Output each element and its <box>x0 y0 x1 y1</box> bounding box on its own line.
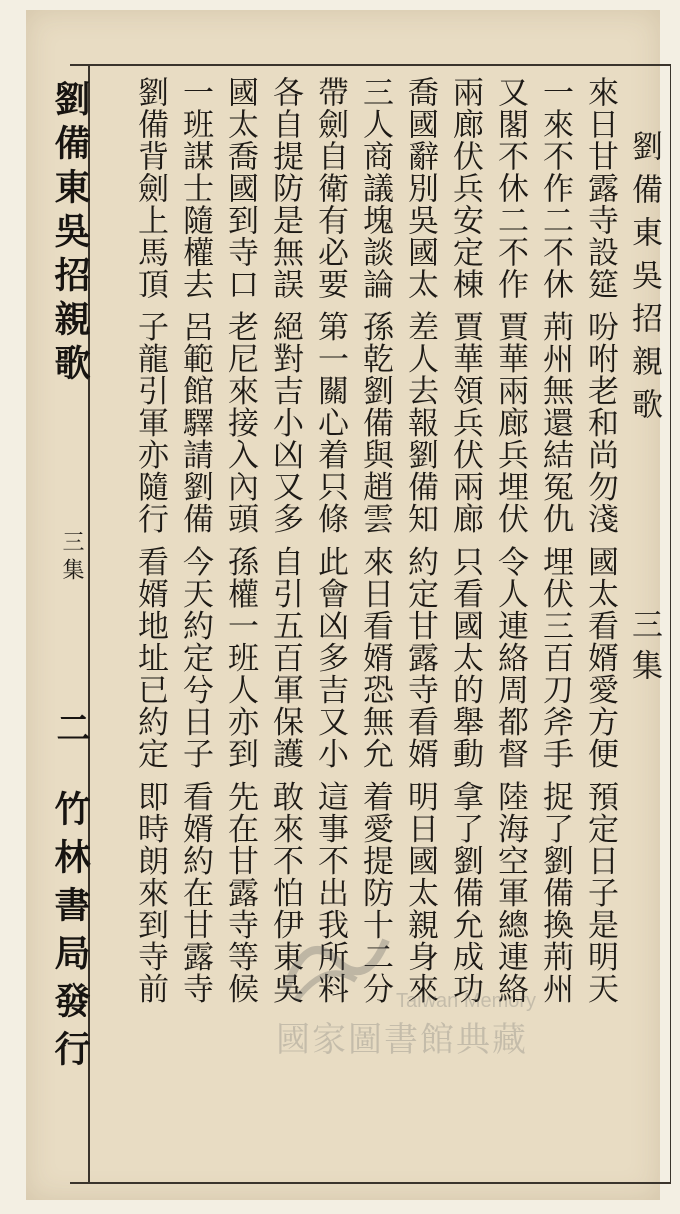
text-column-6: 三人商議塊談論 孫乾劉備與趙雲 來日看婿恐無允 着愛提防十二分 <box>357 76 393 1005</box>
text-column-7: 帶劍自衛有必要 第一關心着只條 此會凶多吉又小 這事不出我所料 <box>312 76 348 1005</box>
text-column-11: 劉備背劍上馬頂 子龍引軍亦隨行 看婿地址已約定 即時朗來到寺前 <box>132 76 168 1005</box>
margin-publisher: 竹林書局發行 <box>49 790 91 1078</box>
paper-sheet <box>26 10 660 1200</box>
taiwan-memory-logo-icon <box>276 920 396 1010</box>
margin-page-number: 二 <box>50 710 90 746</box>
frame-rule-bottom <box>70 1182 670 1184</box>
text-column-2: 一來不作二不休 荊州無還結冤仇 埋伏三百刀斧手 捉了劉備換荊州 <box>537 76 573 1005</box>
library-watermark <box>276 920 676 1060</box>
text-column-4: 兩廊伏兵安定棟 賈華領兵伏兩廊 只看國太的舉動 拿了劉備允成功 <box>447 76 483 1005</box>
frame-rule-top <box>70 64 670 66</box>
text-column-5: 喬國辭別吳國太 差人去報劉備知 約定甘露寺看婿 明日國太親身來 <box>402 76 438 1005</box>
margin-volume: 三集 <box>59 530 84 586</box>
volume-label: 三集 <box>626 608 662 690</box>
watermark-text: 國家圖書館典藏 <box>276 1020 528 1060</box>
text-column-3: 又閣不休二不作 賈華兩廊兵埋伏 令人連絡周都督 陸海空軍總連絡 <box>492 76 528 1005</box>
margin-title: 劉備東吳招親歌 <box>49 80 91 388</box>
song-title: 劉備東吳招親歌 <box>626 130 662 431</box>
text-column-8: 各自提防是無誤 絕對吉小凶又多 自引五百軍保護 敢來不怕伊東吳 <box>267 76 303 1005</box>
text-column-9: 國太喬國到寺口 老尼來接入內頭 孫權一班人亦到 先在甘露寺等候 <box>222 76 258 1005</box>
text-column-10: 一班謀士隨權去 呂範館驛請劉備 今天約定兮日子 看婿約在甘露寺 <box>177 76 213 1005</box>
watermark-english: Taiwan Memory <box>396 990 537 1012</box>
text-column-1: 來日甘露寺設筵 吩咐老和尚勿淺 國太看婿愛方便 預定日子是明天 <box>582 76 618 1005</box>
